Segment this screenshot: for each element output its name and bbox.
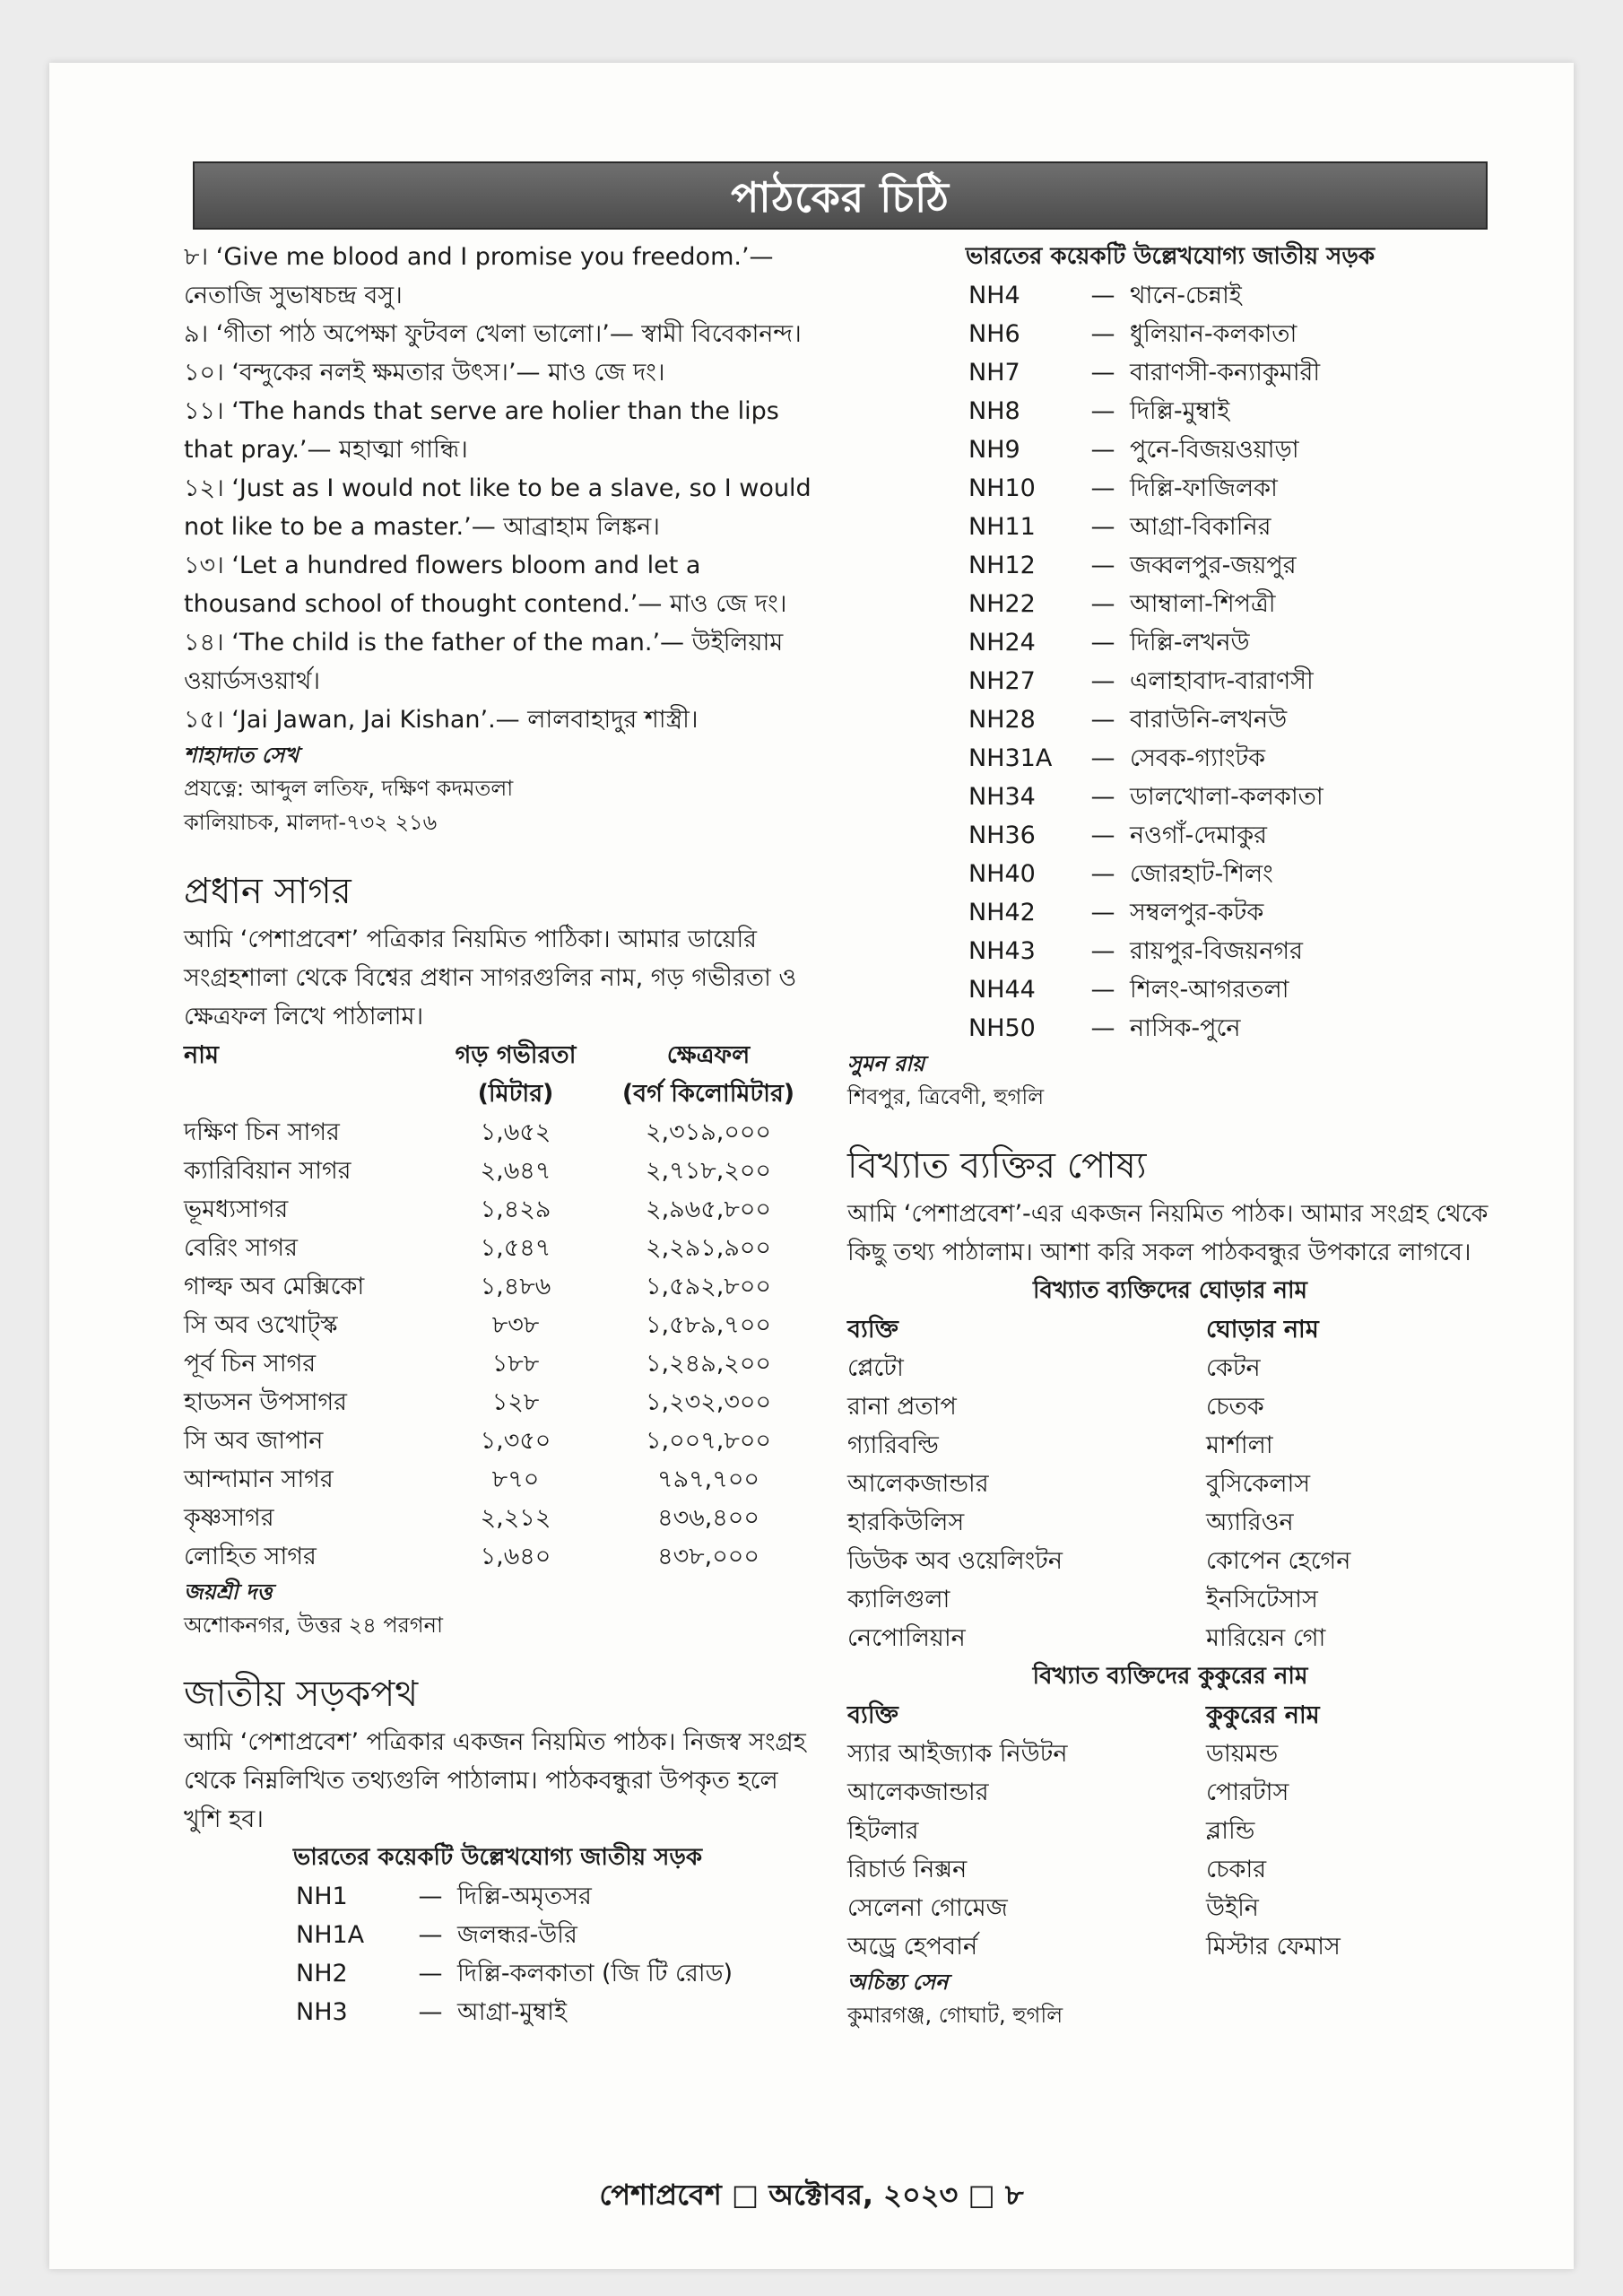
highway-code: NH31A <box>968 744 1053 772</box>
footer-issue: অক্টোবর, ২০২৩ <box>768 2178 959 2212</box>
pet-name: ব্লান্ডি <box>1206 1817 1255 1845</box>
highway-route: সম্বলপুর-কটক <box>1130 899 1264 926</box>
section-banner <box>193 161 1488 230</box>
oceans-intro: আমি ‘পেশাপ্রবেশ’ পত্রিকার নিয়মিত পাঠিকা। আমার ডায়েরি সংগ্রহশালা থেকে বিশ্বের প্রধান সাগরগুলির নাম, গড় গভীরতা ও ক্ষেত্রফল লিখে পাঠালাম। <box>184 926 797 1031</box>
quote-item: ১১। ‘The hands that serve are holier than the lips that pray.’— মহাত্মা গান্ধি। <box>184 397 779 464</box>
list-item <box>847 1735 1493 1773</box>
highway-code: NH22 <box>968 590 1036 618</box>
highway-route: আগ্রা-বিকানির <box>1130 513 1271 541</box>
dog-table-title: বিখ্যাত ব্যক্তিদের কুকুরের নাম <box>1032 1663 1308 1690</box>
pet-name: কেটন <box>1206 1354 1261 1382</box>
list-item <box>968 276 1493 315</box>
ocean-area: ১,৫৮৯,৭০০ <box>646 1311 771 1339</box>
oceans-table-units <box>184 1074 812 1113</box>
highway-route: দিল্লি-অমৃতসর <box>457 1883 592 1910</box>
col-depth-unit: (মিটার) <box>477 1080 554 1108</box>
dash-separator: — <box>1090 860 1115 888</box>
dash-separator: — <box>1090 436 1115 464</box>
highway-code: NH8 <box>968 397 1020 425</box>
section-title: পাঠকের চিঠি <box>731 173 950 222</box>
table-row <box>184 1113 812 1152</box>
highway-code: NH44 <box>968 976 1036 1004</box>
highway-route: আগ্রা-মুম্বাই <box>457 1998 568 2026</box>
highway-code: NH12 <box>968 552 1036 579</box>
list-item <box>968 816 1493 855</box>
person-name: ক্যালিগুলা <box>847 1586 950 1613</box>
ocean-depth: ১,৫৪৭ <box>480 1234 551 1262</box>
ocean-area: ১,০০৭,৮০০ <box>646 1427 771 1455</box>
pet-name: মারিয়েন গো <box>1206 1624 1326 1652</box>
pet-name: মিস্টার ফেমাস <box>1206 1933 1341 1961</box>
ocean-name: সি অব জাপান <box>184 1427 324 1455</box>
highway-route: নওগাঁ-দেমাকুর <box>1130 822 1267 849</box>
quotes-signature-name: শাহাদাত সেখ <box>184 743 299 768</box>
col-person: ব্যক্তি <box>847 1701 898 1729</box>
person-name: অড্রে হেপবার্ন <box>847 1933 978 1961</box>
col-area: ক্ষেত্রফল <box>666 1041 751 1069</box>
dash-separator: — <box>1090 474 1115 502</box>
highway-code: NH7 <box>968 359 1020 387</box>
quote-item: ৮। ‘Give me blood and I promise you freedom.’— নেতাজি সুভাষচন্দ্র বসু। <box>184 243 774 309</box>
table-row <box>184 1306 812 1344</box>
person-name: স্যার আইজ্যাক নিউটন <box>847 1740 1068 1768</box>
ocean-depth: ১,৩৫০ <box>480 1427 551 1455</box>
ocean-area: ২,৯৬৫,৮০০ <box>646 1196 771 1223</box>
pet-name: কোপেন হেগেন <box>1206 1547 1351 1575</box>
highway-route: বারাউনি-লখনউ <box>1130 706 1288 734</box>
table-row <box>184 1383 812 1422</box>
ocean-name: পূর্ব চিন সাগর <box>184 1350 317 1378</box>
table-row <box>184 1229 812 1267</box>
pet-name: অ্যারিওন <box>1206 1509 1294 1536</box>
table-row <box>184 1499 812 1537</box>
list-item <box>847 1927 1493 1966</box>
ocean-depth: ২,২১২ <box>480 1504 551 1532</box>
ocean-name: লোহিত সাগর <box>184 1543 317 1570</box>
list-item <box>847 1850 1493 1889</box>
ocean-name: আন্দামান সাগর <box>184 1465 334 1493</box>
list-item <box>847 1349 1493 1387</box>
highway-code: NH34 <box>968 783 1036 811</box>
person-name: গ্যারিবল্ডি <box>847 1431 939 1459</box>
highway-route: শিলং-আগরতলা <box>1130 976 1289 1004</box>
highways-subhead: ভারতের কয়েকটি উল্লেখযোগ্য জাতীয় সড়ক <box>292 1844 703 1871</box>
quote-item: ১৪। ‘The child is the father of the man.’— উইলিয়াম ওয়ার্ডসওয়ার্থ। <box>184 629 784 695</box>
dash-separator: — <box>1090 397 1115 425</box>
highway-route: পুনে-বিজয়ওয়াড়া <box>1130 436 1299 464</box>
highway-route: আম্বালা-শিপত্রী <box>1130 590 1276 618</box>
dash-separator: — <box>1090 552 1115 579</box>
pet-name: ইনসিটেসাস <box>1206 1586 1318 1613</box>
horse-table-title: বিখ্যাত ব্যক্তিদের ঘোড়ার নাম <box>1033 1277 1307 1304</box>
list-item <box>968 315 1493 353</box>
pet-name: ডায়মন্ড <box>1206 1740 1279 1768</box>
highways-signature-address: শিবপুর, ত্রিবেণী, হুগলি <box>847 1084 1045 1109</box>
dash-separator: — <box>1090 320 1115 348</box>
ocean-name: সি অব ওখোট্স্ক <box>184 1311 338 1339</box>
list-item <box>968 353 1493 392</box>
person-name: রানা প্রতাপ <box>847 1393 957 1421</box>
col-name: নাম <box>184 1041 219 1069</box>
dash-separator: — <box>1090 513 1115 541</box>
ocean-depth: ১২৮ <box>491 1388 540 1416</box>
oceans-signature-name: জয়শ্রী দত্ত <box>184 1579 273 1605</box>
dash-separator: — <box>418 1921 443 1949</box>
list-item <box>296 1916 812 1954</box>
highway-code: NH50 <box>968 1014 1036 1042</box>
list-item <box>847 1542 1493 1580</box>
col-dog: কুকুরের নাম <box>1206 1701 1320 1729</box>
highway-route: দিল্লি-লখনউ <box>1130 629 1250 657</box>
ocean-area: ৭৯৭,৭০০ <box>657 1465 759 1493</box>
footer-separator-icon: □ <box>731 2178 769 2212</box>
highway-code: NH1A <box>296 1921 365 1949</box>
dash-separator: — <box>1090 899 1115 926</box>
dash-separator: — <box>418 1998 443 2026</box>
table-row <box>184 1267 812 1306</box>
highway-route: ধুলিয়ান-কলকাতা <box>1130 320 1298 348</box>
ocean-area: ২,৭১৮,২০০ <box>646 1157 771 1185</box>
quote-item: ১৩। ‘Let a hundred flowers bloom and let a thousand school of thought contend.’— মাও জে দং। <box>184 552 787 618</box>
pets-signature-name: অচিন্ত্য সেন <box>847 1970 949 1995</box>
dash-separator: — <box>1090 937 1115 965</box>
highway-code: NH3 <box>296 1998 348 2026</box>
col-area-unit: (বর্গ কিলোমিটার) <box>621 1080 795 1108</box>
page-footer <box>0 2172 1623 2221</box>
highway-route: জোরহাট-শিলং <box>1130 860 1273 888</box>
dog-table-header <box>847 1696 1493 1735</box>
highway-route: থানে-চেন্নাই <box>1130 282 1242 309</box>
ocean-depth: ১,৬৪০ <box>480 1543 551 1570</box>
ocean-area: ১,৫৯২,৮০০ <box>646 1273 771 1300</box>
list-item <box>968 585 1493 623</box>
list-item <box>296 1877 812 1916</box>
highway-code: NH24 <box>968 629 1036 657</box>
right-column <box>847 238 1493 2032</box>
highway-route: দিল্লি-কলকাতা (জি টি রোড) <box>457 1960 733 1987</box>
list-item <box>968 700 1493 739</box>
ocean-name: ক্যারিবিয়ান সাগর <box>184 1157 352 1185</box>
dash-separator: — <box>1090 629 1115 657</box>
dash-separator: — <box>418 1960 443 1987</box>
ocean-area: ১,২৪৯,২০০ <box>646 1350 771 1378</box>
person-name: হিটলার <box>847 1817 919 1845</box>
highway-code: NH2 <box>296 1960 348 1987</box>
highway-route: এলাহাবাদ-বারাণসী <box>1130 667 1314 695</box>
pet-name: মার্শালা <box>1206 1431 1273 1459</box>
list-item <box>847 1503 1493 1542</box>
footer-page-number: ৮ <box>1004 2178 1024 2212</box>
highway-route: দিল্লি-মুম্বাই <box>1130 397 1230 425</box>
table-row <box>184 1460 812 1499</box>
dash-separator: — <box>1090 1014 1115 1042</box>
pets-signature-address: কুমারগঞ্জ, গোঘাট, হুগলি <box>847 2003 1063 2028</box>
list-item <box>968 778 1493 816</box>
table-row <box>184 1344 812 1383</box>
pet-name: চেকার <box>1206 1856 1267 1883</box>
list-item <box>968 1009 1493 1048</box>
ocean-depth: ৮৩৮ <box>491 1311 540 1339</box>
ocean-name: গাল্ফ অব মেক্সিকো <box>184 1273 365 1300</box>
highway-code: NH43 <box>968 937 1036 965</box>
ocean-area: ৪৩৬,৪০০ <box>657 1504 759 1532</box>
dash-separator: — <box>1090 706 1115 734</box>
pets-heading: বিখ্যাত ব্যক্তির পোষ্য <box>847 1145 1147 1187</box>
footer-separator-icon: □ <box>968 2178 1005 2212</box>
table-row <box>184 1190 812 1229</box>
oceans-signature-address: অশোকনগর, উত্তর ২৪ পরগনা <box>184 1613 443 1638</box>
dash-separator: — <box>1090 667 1115 695</box>
highway-route: বারাণসী-কন্যাকুমারী <box>1130 359 1321 387</box>
highways-intro: আমি ‘পেশাপ্রবেশ’ পত্রিকার একজন নিয়মিত পাঠক। নিজস্ব সংগ্রহ থেকে নিম্নলিখিত তথ্যগুলি পাঠালাম। পাঠকবন্ধুরা উপকৃত হলে খুশি হব। <box>184 1728 806 1833</box>
highway-code: NH9 <box>968 436 1020 464</box>
footer-brand: পেশাপ্রবেশ <box>599 2178 722 2212</box>
highways-subhead-right: ভারতের কয়েকটি উল্লেখযোগ্য জাতীয় সড়ক <box>965 243 1376 270</box>
highway-route: রায়পুর-বিজয়নগর <box>1130 937 1303 965</box>
quotes-signature-address: কালিয়াচক, মালদা-৭৩২ ২১৬ <box>184 810 438 835</box>
pet-name: উইনি <box>1206 1894 1259 1922</box>
pet-name: পোরটাস <box>1206 1779 1289 1806</box>
list-item <box>968 932 1493 970</box>
list-item <box>847 1387 1493 1426</box>
list-item <box>968 662 1493 700</box>
list-item <box>968 623 1493 662</box>
ocean-area: ২,৩১৯,০০০ <box>646 1118 771 1146</box>
person-name: রিচার্ড নিক্সন <box>847 1856 968 1883</box>
ocean-depth: ১,৪৮৬ <box>480 1273 551 1300</box>
dash-separator: — <box>1090 359 1115 387</box>
highway-code: NH40 <box>968 860 1036 888</box>
highway-code: NH1 <box>296 1883 348 1910</box>
list-item <box>968 508 1493 546</box>
person-name: সেলেনা গোমেজ <box>847 1894 1008 1922</box>
person-name: আলেকজান্ডার <box>847 1470 989 1498</box>
ocean-name: দক্ষিণ চিন সাগর <box>184 1118 340 1146</box>
highways-signature-name: সুমন রায় <box>847 1051 925 1076</box>
dash-separator: — <box>1090 590 1115 618</box>
table-row <box>184 1422 812 1460</box>
highway-route: নাসিক-পুনে <box>1130 1014 1241 1042</box>
highway-route: সেবক-গ্যাংটক <box>1130 744 1266 772</box>
dash-separator: — <box>418 1883 443 1910</box>
highway-code: NH27 <box>968 667 1036 695</box>
pet-name: চেতক <box>1206 1393 1264 1421</box>
quote-item: ১৫। ‘Jai Jawan, Jai Kishan’.— লালবাহাদুর শাস্ত্রী। <box>184 706 699 734</box>
list-item <box>968 739 1493 778</box>
quotes-signature-address: প্রযত্নে: আব্দুল লতিফ, দক্ষিণ কদমতলা <box>184 776 514 801</box>
ocean-area: ১,২৩২,৩০০ <box>645 1388 772 1416</box>
ocean-depth: ২,৬৪৭ <box>480 1157 551 1185</box>
dash-separator: — <box>1090 783 1115 811</box>
dash-separator: — <box>1090 822 1115 849</box>
list-item <box>968 855 1493 893</box>
highway-route: জব্বলপুর-জয়পুর <box>1130 552 1297 579</box>
list-item <box>968 392 1493 430</box>
person-name: আলেকজান্ডার <box>847 1779 989 1806</box>
horse-table-header <box>847 1310 1493 1349</box>
pets-intro: আমি ‘পেশাপ্রবেশ’-এর একজন নিয়মিত পাঠক। আমার সংগ্রহ থেকে কিছু তথ্য পাঠালাম। আশা করি সকল পাঠকবন্ধুর উপকারে লাগবে। <box>847 1200 1488 1266</box>
list-item <box>968 893 1493 932</box>
highway-route: জলন্ধর-উরি <box>457 1921 577 1949</box>
ocean-depth: ১৮৮ <box>491 1350 540 1378</box>
list-item <box>968 970 1493 1009</box>
table-row <box>184 1152 812 1190</box>
highway-code: NH10 <box>968 474 1036 502</box>
pet-name: বুসিকেলাস <box>1206 1470 1311 1498</box>
oceans-heading: প্রধান সাগর <box>184 871 352 912</box>
list-item <box>296 1954 812 1993</box>
list-item <box>847 1426 1493 1465</box>
ocean-name: কৃষ্ণসাগর <box>184 1504 274 1532</box>
left-column <box>184 238 812 2031</box>
highway-route: ডালখোলা-কলকাতা <box>1130 783 1324 811</box>
ocean-name: ভূমধ্যসাগর <box>184 1196 289 1223</box>
dash-separator: — <box>1090 976 1115 1004</box>
highway-code: NH28 <box>968 706 1036 734</box>
highway-route: দিল্লি-ফাজিলকা <box>1130 474 1278 502</box>
dash-separator: — <box>1090 282 1115 309</box>
highway-code: NH4 <box>968 282 1020 309</box>
dash-separator: — <box>1090 744 1115 772</box>
col-horse: ঘোড়ার নাম <box>1206 1316 1319 1344</box>
list-item <box>847 1889 1493 1927</box>
ocean-name: বেরিং সাগর <box>184 1234 298 1262</box>
list-item <box>847 1580 1493 1619</box>
list-item <box>968 469 1493 508</box>
ocean-name: হাডসন উপসাগর <box>184 1388 347 1416</box>
highways-heading: জাতীয় সড়কপথ <box>184 1674 419 1715</box>
highway-code: NH36 <box>968 822 1036 849</box>
list-item <box>847 1619 1493 1657</box>
highway-code: NH11 <box>968 513 1036 541</box>
person-name: নেপোলিয়ান <box>847 1624 966 1652</box>
ocean-depth: ১,৪২৯ <box>480 1196 551 1223</box>
list-item <box>847 1773 1493 1812</box>
list-item <box>968 430 1493 469</box>
highway-code: NH6 <box>968 320 1020 348</box>
col-person: ব্যক্তি <box>847 1316 898 1344</box>
quotes-list <box>184 238 812 739</box>
col-depth: গড় গভীরতা <box>455 1041 577 1069</box>
list-item <box>847 1465 1493 1503</box>
list-item <box>968 546 1493 585</box>
list-item <box>296 1993 812 2031</box>
oceans-table <box>184 1036 812 1576</box>
quote-item: ৯। ‘গীতা পাঠ অপেক্ষা ফুটবল খেলা ভালো।’— স্বামী বিবেকানন্দ। <box>184 320 802 348</box>
quote-item: ১২। ‘Just as I would not like to be a slave, so I would not like to be a master.’— আব্রাহাম লিঙ্কন। <box>184 474 812 541</box>
ocean-area: ৪৩৮,০০০ <box>657 1543 759 1570</box>
quote-item: ১০। ‘বন্দুকের নলই ক্ষমতার উৎস।’— মাও জে দং। <box>184 359 665 387</box>
ocean-area: ২,২৯১,৯০০ <box>646 1234 771 1262</box>
ocean-depth: ১,৬৫২ <box>480 1118 551 1146</box>
table-row <box>184 1537 812 1576</box>
highway-code: NH42 <box>968 899 1036 926</box>
ocean-depth: ৮৭০ <box>491 1465 540 1493</box>
list-item <box>847 1812 1493 1850</box>
person-name: প্লেটো <box>847 1354 904 1382</box>
person-name: ডিউক অব ওয়েলিংটন <box>847 1547 1063 1575</box>
person-name: হারকিউলিস <box>847 1509 965 1536</box>
oceans-table-header <box>184 1036 812 1074</box>
